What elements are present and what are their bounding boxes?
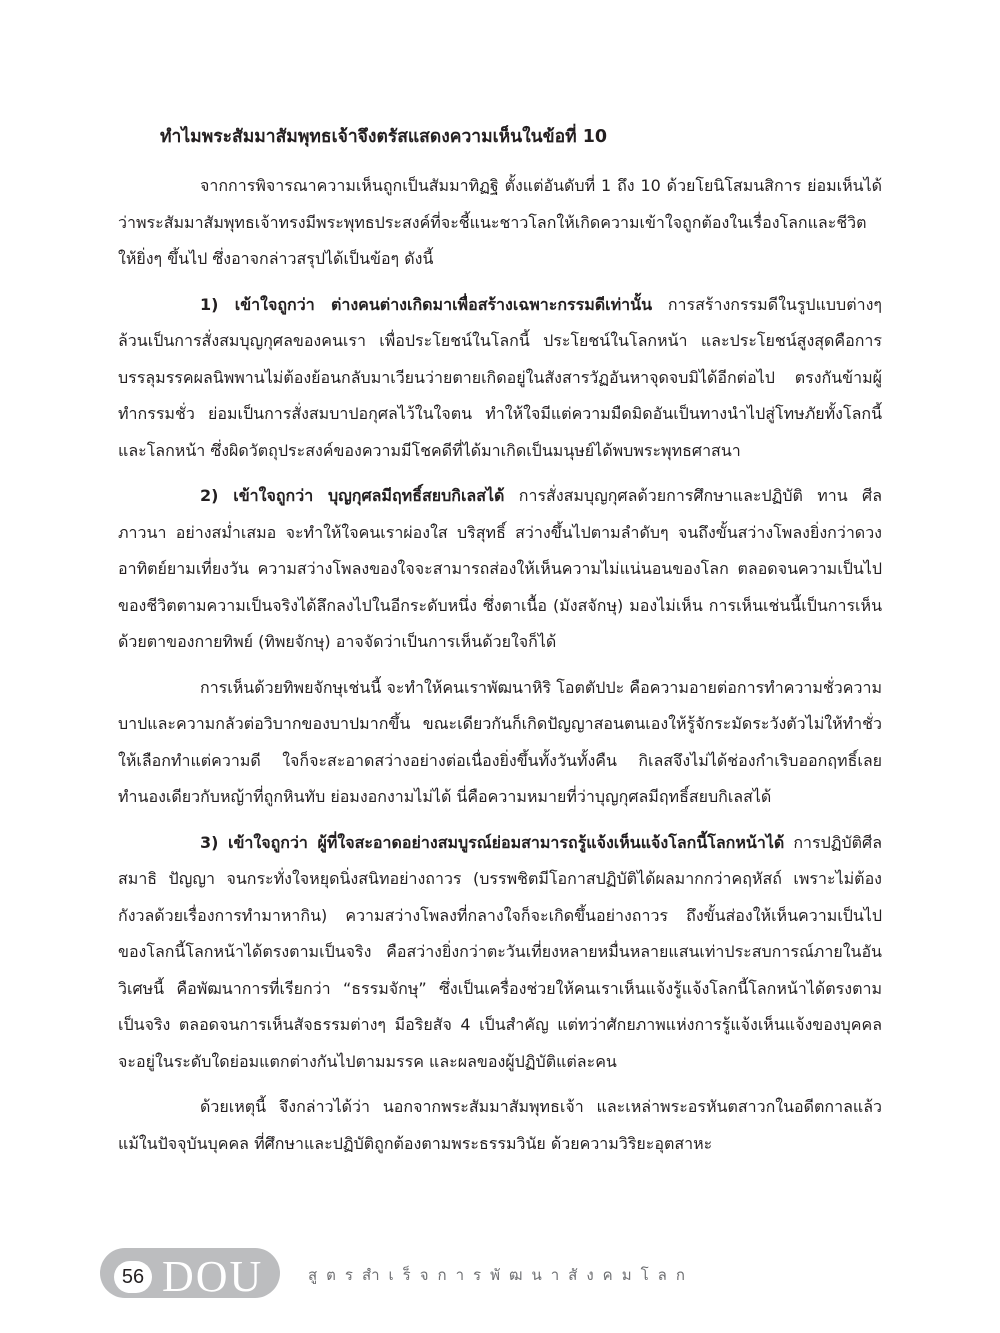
page-number: 56 [114, 1261, 152, 1293]
paragraph-text: จากการพิจารณาความเห็นถูกเป็นสัมมาทิฏฐิ ตั้งแต่อันดับที่ 1 ถึง 10 ด้วยโยนิโสมนสิการ ย่อมเห็นได้ว่าพระสัมมาสัมพุทธเจ้าทรงมีพระพุทธประสงค์ที่จะชี้แนะชาวโลกให้เกิดความเข้าใจถูกต้องในเรื่องโลกและชีวิตให้ยิ่งๆ ขึ้นไป ซึ่งอาจกล่าวสรุปได้เป็นข้อๆ ดังนี้ [118, 176, 882, 268]
paragraph [118, 168, 882, 278]
paragraph-text: ด้วยเหตุนี้ จึงกล่าวได้ว่า นอกจากพระสัมมาสัมพุทธเจ้า และเหล่าพระอรหันตสาวกในอดีตกาลแล้ว แม้ในปัจจุบันบุคคล ที่ศึกษาและปฏิบัติถูกต้องตามพระธรรมวินัย ด้วยความวิริยะอุตสาหะ [118, 1097, 882, 1153]
page-footer [100, 1244, 900, 1304]
paragraph-text: การปฏิบัติศีล สมาธิ ปัญญา จนกระทั่งใจหยุดนิ่งสนิทอย่างถาวร (บรรพชิตมีโอกาสปฏิบัติได้ผลมากกว่าคฤหัสถ์ เพราะไม่ต้องกังวลด้วยเรื่องการทำมาหากิน) ความสว่างโพลงที่กลางใจก็จะเกิดขึ้นอย่างถาวร ถึงขั้นส่องให้เห็นความเป็นไปของโลกนี้โลกหน้าได้ตรงตามเป็นจริง คือสว่างยิ่งกว่าตะวันเที่ยงหลายหมื่นหลายแสนเท่าประสบการณ์ภายในอันวิเศษนี้ คือพัฒนาการที่เรียกว่า “ธรรมจักษุ” ซึ่งเป็นเครื่องช่วยให้คนเราเห็นแจ้งรู้แจ้งโลกนี้โลกหน้าได้ตรงตามเป็นจริง ตลอดจนการเห็นสัจธรรมต่างๆ มีอริยสัจ 4 เป็นสำคัญ แต่ทว่าศักยภาพแห่งการรู้แจ้งเห็นแจ้งของบุคคลจะอยู่ในระดับใดย่อมแตกต่างกันไปตามมรรค และผลของผู้ปฏิบัติแต่ละคน [118, 832, 882, 1071]
paragraph-lead: 3) เข้าใจถูกว่า ผู้ที่ใจสะอาดอย่างสมบูรณ์ย่อมสามารถรู้แจ้งเห็นแจ้งโลกนี้โลกหน้าได้ [200, 832, 785, 852]
book-title: สูตรสำเร็จการพัฒนาสังคมโลก [308, 1266, 694, 1284]
body-text [118, 168, 882, 1171]
paragraph [118, 287, 882, 470]
paragraph [118, 478, 882, 661]
paragraph [118, 825, 882, 1081]
paragraph-lead: 2) เข้าใจถูกว่า บุญกุศลมีฤทธิ์สยบกิเลสได้ [200, 486, 505, 505]
paragraph-lead: 1) เข้าใจถูกว่า ต่างคนต่างเกิดมาเพื่อสร้างเฉพาะกรรมดีเท่านั้น [200, 294, 653, 314]
paragraph-text: การสร้างกรรมดีในรูปแบบต่างๆ ล้วนเป็นการสั่งสมบุญกุศลของคนเรา เพื่อประโยชน์ในโลกนี้ ประโยชน์ในโลกหน้า และประโยชน์สูงสุดคือการบรรลุมรรคผลนิพพานไม่ต้องย้อนกลับมาเวียนว่ายตายเกิดอยู่ในสังสารวัฏอันหาจุดจบมิได้อีกต่อไป ตรงกันข้ามผู้ทำกรรมชั่ว ย่อมเป็นการสั่งสมบาปอกุศลไว้ในใจตน ทำให้ใจมีแต่ความมืดมิดอันเป็นทางนำไปสู่โทษภัยทั้งโลกนี้และโลกหน้า ซึ่งผิดวัตถุประสงค์ของความมีโชคดีที่ได้มาเกิดเป็นมนุษย์ได้พบพระพุทธศาสนา [118, 294, 882, 460]
paragraph [118, 1089, 882, 1162]
paragraph-text: การสั่งสมบุญกุศลด้วยการศึกษาและปฏิบัติ ทาน ศีล ภาวนา อย่างสม่ำเสมอ จะทำให้ใจคนเราผ่องใส บริสุทธิ์ สว่างขึ้นไปตามลำดับๆ จนถึงขั้นสว่างโพลงยิ่งกว่าดวงอาทิตย์ยามเที่ยงวัน ความสว่างโพลงของใจจะสามารถส่องให้เห็นความไม่แน่นอนของโลก ตลอดจนความเป็นไปของชีวิตตามความเป็นจริงได้ลึกลงไปในอีกระดับหนึ่ง ซึ่งตาเนื้อ (มังสจักษุ) มองไม่เห็น การเห็นเช่นนี้เป็นการเห็นด้วยตาของกายทิพย์ (ทิพยจักษุ) อาจจัดว่าเป็นการเห็นด้วยใจก็ได้ [118, 486, 883, 651]
paragraph [118, 670, 882, 816]
paragraph-text: การเห็นด้วยทิพยจักษุเช่นนี้ จะทำให้คนเราพัฒนาหิริ โอตตัปปะ คือความอายต่อการทำความชั่วความบาปและความกลัวต่อวิบากของบาปมากขึ้น ขณะเดียวกันก็เกิดปัญญาสอนตนเองให้รู้จักระมัดระวังตัวไม่ให้ทำชั่ว ให้เลือกทำแต่ความดี ใจก็จะสะอาดสว่างอย่างต่อเนื่องยิ่งขึ้นทั้งวันทั้งคืน กิเลสจึงไม่ได้ช่องกำเริบออกฤทธิ์เลย ทำนองเดียวกับหญ้าที่ถูกหินทับ ย่อมงอกงามไม่ได้ นี่คือความหมายที่ว่าบุญกุศลมีฤทธิ์สยบกิเลสได้ [118, 677, 882, 806]
footer-badge [100, 1248, 280, 1301]
dou-logo: DOU [162, 1252, 264, 1301]
section-heading: ทำไมพระสัมมาสัมพุทธเจ้าจึงตรัสแสดงความเห็นในข้อที่ 10 [160, 127, 608, 147]
